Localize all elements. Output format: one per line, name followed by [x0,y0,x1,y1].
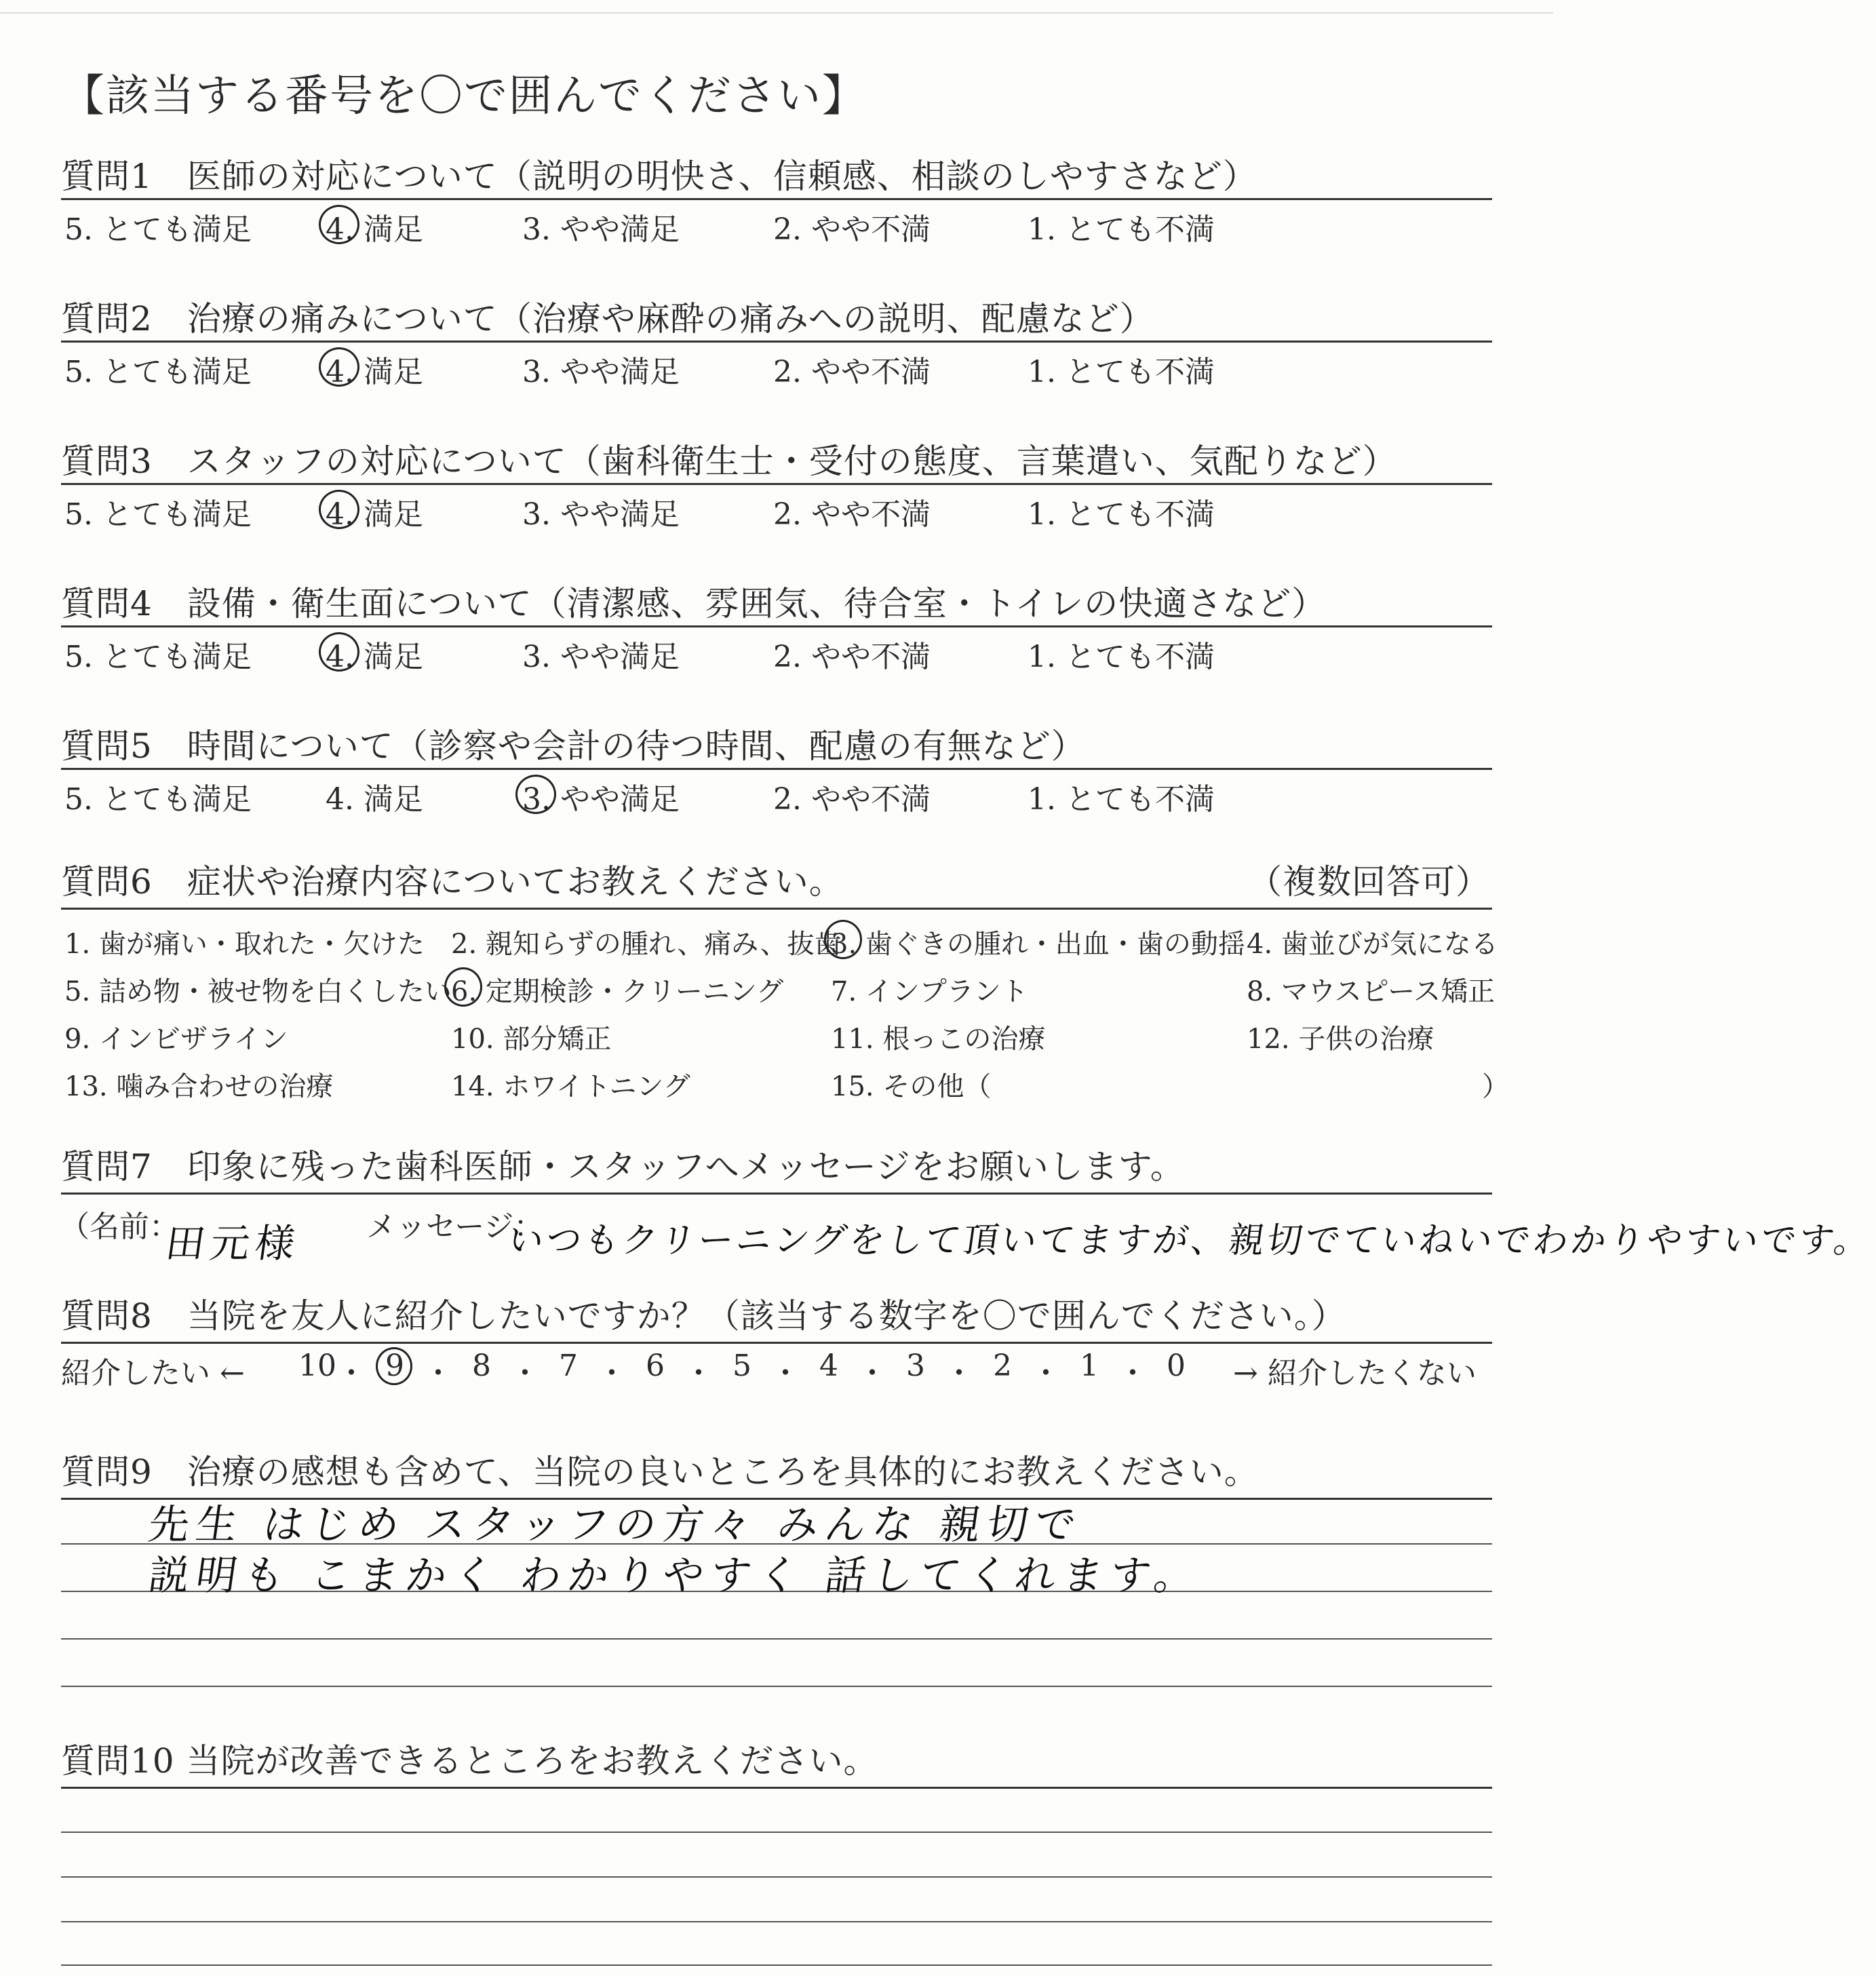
q8-separator: ・ [684,1356,714,1391]
q6-option-4[interactable]: 4. 歯並びが気になる [1247,929,1498,960]
q6-option-11[interactable]: 11. 根っこの治療 [831,1024,1046,1055]
q8-number-7[interactable]: 7 [559,1349,578,1383]
q3-rule [61,483,1492,485]
q2-title: 質問2 治療の痛みについて（治療や麻酔の痛みへの説明、配慮など） [61,299,1154,338]
q8-number-1[interactable]: 1 [1080,1349,1099,1383]
q8-number-5[interactable]: 5 [732,1349,751,1383]
q6-title: 質問6 症状や治療内容についてお教えください。 [61,862,844,902]
q9-answer-text[interactable]: 先生 はじめ スタッフの方々 みんな 親切で [145,1501,1086,1549]
q1-option-2[interactable]: 2. やや不満 [773,212,931,247]
q8-separator: ・ [597,1356,627,1391]
q8-separator: ・ [1118,1356,1148,1391]
q6-option-2[interactable]: 2. 親知らずの腫れ、痛み、抜歯 [451,929,842,960]
q8-number-9[interactable]: 9 [385,1349,404,1383]
q6-selection-circle [824,920,862,959]
q8-number-4[interactable]: 4 [819,1349,838,1383]
q6-selection-circle [444,967,482,1007]
q10-answer-line [61,1964,1492,1966]
form-header: 【該当する番号を〇で囲んでください】 [61,71,867,121]
q3-option-4[interactable]: 4. 満足 [326,497,423,532]
q7-rule [61,1193,1492,1195]
q7-name-label: （名前： [60,1209,179,1244]
q8-number-10[interactable]: 10 [298,1349,336,1383]
q6-option-7[interactable]: 7. インプラント [831,976,1028,1007]
q6-option-13[interactable]: 13. 噛み合わせの治療 [64,1071,334,1102]
q10-answer-line [61,1921,1492,1922]
q3-option-5[interactable]: 5. とても満足 [64,497,252,532]
q4-option-2[interactable]: 2. やや不満 [773,640,931,674]
q4-option-3[interactable]: 3. やや満足 [522,640,680,674]
q8-selection-circle [376,1347,412,1385]
q2-option-3[interactable]: 3. やや満足 [522,355,680,389]
q3-option-1[interactable]: 1. とても不満 [1028,497,1215,532]
q7-message-value[interactable]: いつもクリーニングをして頂いてますが、親切でていねいでわかりやすいです。 [505,1220,1875,1261]
q3-option-3[interactable]: 3. やや満足 [522,497,680,532]
q8-separator: ・ [944,1356,974,1391]
q1-option-4[interactable]: 4. 満足 [326,212,423,247]
q1-option-3[interactable]: 3. やや満足 [522,212,680,247]
q8-separator: ・ [857,1356,887,1391]
q4-title: 質問4 設備・衛生面について（清潔感、雰囲気、待合室・トイレの快適さなど） [61,584,1327,623]
q6-note: （複数回答可） [1248,862,1490,902]
q9-title: 質問9 治療の感想も含めて、当院の良いところを具体的にお教えください。 [61,1452,1259,1492]
q5-selection-circle [515,775,556,814]
q6-option-15[interactable]: 15. その他（ [831,1071,992,1102]
q10-rule [61,1787,1492,1789]
q8-separator: ・ [770,1356,800,1391]
q8-title: 質問8 当院を友人に紹介したいですか？（該当する数字を〇で囲んでください。） [61,1296,1346,1336]
q2-selection-circle [319,347,359,387]
q1-title: 質問1 医師の対応について（説明の明快さ、信頼感、相談のしやすさなど） [61,157,1257,196]
q4-option-5[interactable]: 5. とても満足 [64,640,252,674]
q8-number-0[interactable]: 0 [1167,1349,1186,1383]
q10-answer-line [61,1876,1492,1878]
q2-rule [61,341,1492,343]
q6-rule [61,908,1492,910]
q7-title: 質問7 印象に残った歯科医師・スタッフへメッセージをお願いします。 [61,1147,1185,1186]
q8-separator: ・ [510,1356,540,1391]
q4-selection-circle [319,632,359,672]
q6-option-5[interactable]: 5. 詰め物・被せ物を白くしたい [64,976,452,1007]
q8-right-label: → 紹介したくない [1233,1356,1477,1391]
q6-option-15-close[interactable]: ） [1482,1071,1509,1102]
q9-answer-line [61,1686,1492,1687]
q6-option-8[interactable]: 8. マウスピース矯正 [1247,976,1496,1007]
q2-option-1[interactable]: 1. とても不満 [1028,355,1215,389]
q8-rule [61,1342,1492,1344]
q8-number-8[interactable]: 8 [472,1349,491,1383]
q4-rule [61,625,1492,627]
q2-option-5[interactable]: 5. とても満足 [64,355,252,389]
q6-option-10[interactable]: 10. 部分矯正 [451,1024,612,1055]
q6-option-1[interactable]: 1. 歯が痛い・取れた・欠けた [64,929,425,960]
q1-rule [61,198,1492,200]
q5-option-1[interactable]: 1. とても不満 [1028,782,1215,817]
q10-answer-line [61,1832,1492,1833]
q7-name-value[interactable]: 田元様 [162,1220,304,1266]
q2-option-4[interactable]: 4. 満足 [326,355,423,389]
q8-number-2[interactable]: 2 [993,1349,1012,1383]
q9-answer-line [61,1638,1492,1640]
q2-option-2[interactable]: 2. やや不満 [773,355,931,389]
q3-option-2[interactable]: 2. やや不満 [773,497,931,532]
q6-option-9[interactable]: 9. インビザライン [64,1024,288,1055]
q5-option-2[interactable]: 2. やや不満 [773,782,931,817]
q5-option-4[interactable]: 4. 満足 [326,782,423,817]
q5-option-3[interactable]: 3. やや満足 [522,782,680,817]
q8-separator: ・ [336,1356,366,1391]
q1-selection-circle [319,205,359,244]
q5-title: 質問5 時間について（診察や会計の待つ時間、配慮の有無など） [61,727,1086,766]
q7-message-label: メッセージ： [366,1209,544,1244]
q8-separator: ・ [423,1356,453,1391]
q8-separator: ・ [1031,1356,1061,1391]
q8-number-3[interactable]: 3 [906,1349,925,1383]
q4-option-1[interactable]: 1. とても不満 [1028,640,1215,674]
q8-left-label: 紹介したい ← [61,1356,245,1391]
q10-title: 質問10 当院が改善できるところをお教えください。 [61,1741,878,1781]
q9-answer-text[interactable]: 説明も こまかく わかりやすく 話してくれます。 [145,1552,1205,1600]
q1-option-5[interactable]: 5. とても満足 [64,212,252,247]
q6-option-12[interactable]: 12. 子供の治療 [1247,1024,1434,1055]
q8-number-6[interactable]: 6 [646,1349,665,1383]
q5-option-5[interactable]: 5. とても満足 [64,782,252,817]
q6-option-6[interactable]: 6. 定期検診・クリーニング [451,976,784,1007]
q4-option-4[interactable]: 4. 満足 [326,640,423,674]
q5-rule [61,768,1492,770]
q6-option-14[interactable]: 14. ホワイトニング [451,1071,690,1102]
q3-title: 質問3 スタッフの対応について（歯科衛生士・受付の態度、言葉遣い、気配りなど） [61,442,1397,481]
q6-option-3[interactable]: 3. 歯ぐきの腫れ・出血・歯の動揺 [831,929,1245,960]
page-top-border [0,12,1553,14]
q1-option-1[interactable]: 1. とても不満 [1028,212,1215,247]
q3-selection-circle [319,490,359,529]
